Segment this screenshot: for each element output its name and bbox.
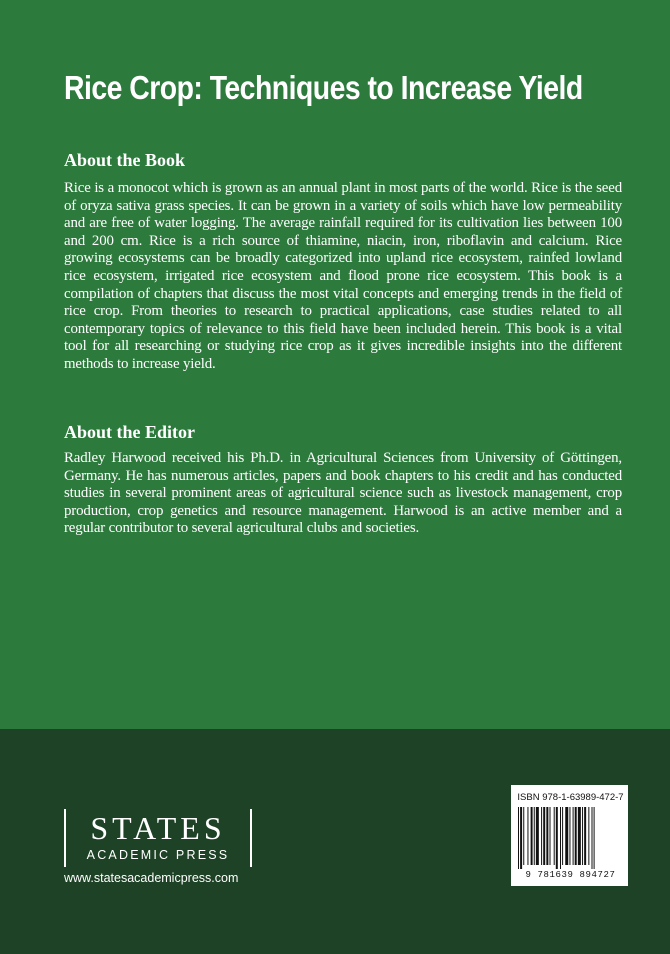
barcode-bar [520,807,522,869]
about-book-heading: About the Book [64,150,186,170]
barcode-bars [517,807,624,869]
barcode-bar [531,807,533,865]
barcode-bar [560,807,561,869]
barcode-bar [518,807,519,869]
about-editor-heading: About the Editor [64,422,196,442]
barcode-bar [588,807,589,865]
barcode-bar [565,807,568,865]
about-editor-text: Radley Harwood received his Ph.D. in Agricultural Sciences from University of Göttingen, Germany. He has numerous articles, papers and book chapters to his credit and has conducted studies in several prominent areas of agricultural science such as livestock management, crop production, crop genetics and resource management. Harwood is an active member and a regular contributor to several agricultural clubs and societies. [64,450,622,537]
barcode-bar [578,807,581,865]
barcode-bar [543,807,545,865]
isbn-barcode [511,785,628,886]
barcode-bar [546,807,548,865]
barcode-bar [592,807,593,869]
barcode-bar [541,807,542,865]
barcode-bar [554,807,555,865]
publisher-subname: ACADEMIC PRESS [86,848,230,862]
barcode-bar [573,807,574,865]
barcode-bar [594,807,595,869]
barcode-bar [527,807,528,865]
barcode-bar [575,807,577,865]
publisher-website: www.statesacademicpress.com [64,871,239,885]
isbn-label: ISBN 978-1-63989-472-7 [517,792,624,803]
logo-right-bar [250,809,252,867]
book-title: Rice Crop: Techniques to Increase Yield [64,69,583,106]
barcode-digits: 9 781639 894727 [525,870,616,880]
barcode-bar [584,807,586,865]
publisher-name: STATES [90,810,226,846]
barcode-bar [562,807,563,865]
publisher-logo [64,809,252,867]
barcode-bar [523,807,524,865]
barcode-bar [536,807,539,865]
barcode-bar [582,807,583,865]
barcode-bar [550,807,551,865]
barcode-bar [569,807,570,865]
about-book-text: Rice is a monocot which is grown as an annual plant in most parts of the world. Rice is the seed of oryza sativa grass species. It can be grown in a variety of soils which have low permeability and are free of water logging. The average rainfall required for its cultivation lies between 100 and 200 cm. Rice is a rich source of thiamine, niacin, iron, riboflavin and calcium. Rice growing ecosystems can be broadly categorized into upland rice ecosystem, rainfed lowland rice ecosystem, irrigated rice ecosystem and flood prone rice ecosystem. This book is a compilation of chapters that discuss the most vital concepts and emerging trends in the field of rice crop. From theories to research to practical applications, case studies related to all contemporary topics of relevance to this field have been included herein. This book is a vital tool for all researching or studying rice crop as it gives incredible insights into the different methods to increase yield. [64,180,622,372]
barcode-bar [534,807,535,865]
barcode-bar [556,807,558,869]
